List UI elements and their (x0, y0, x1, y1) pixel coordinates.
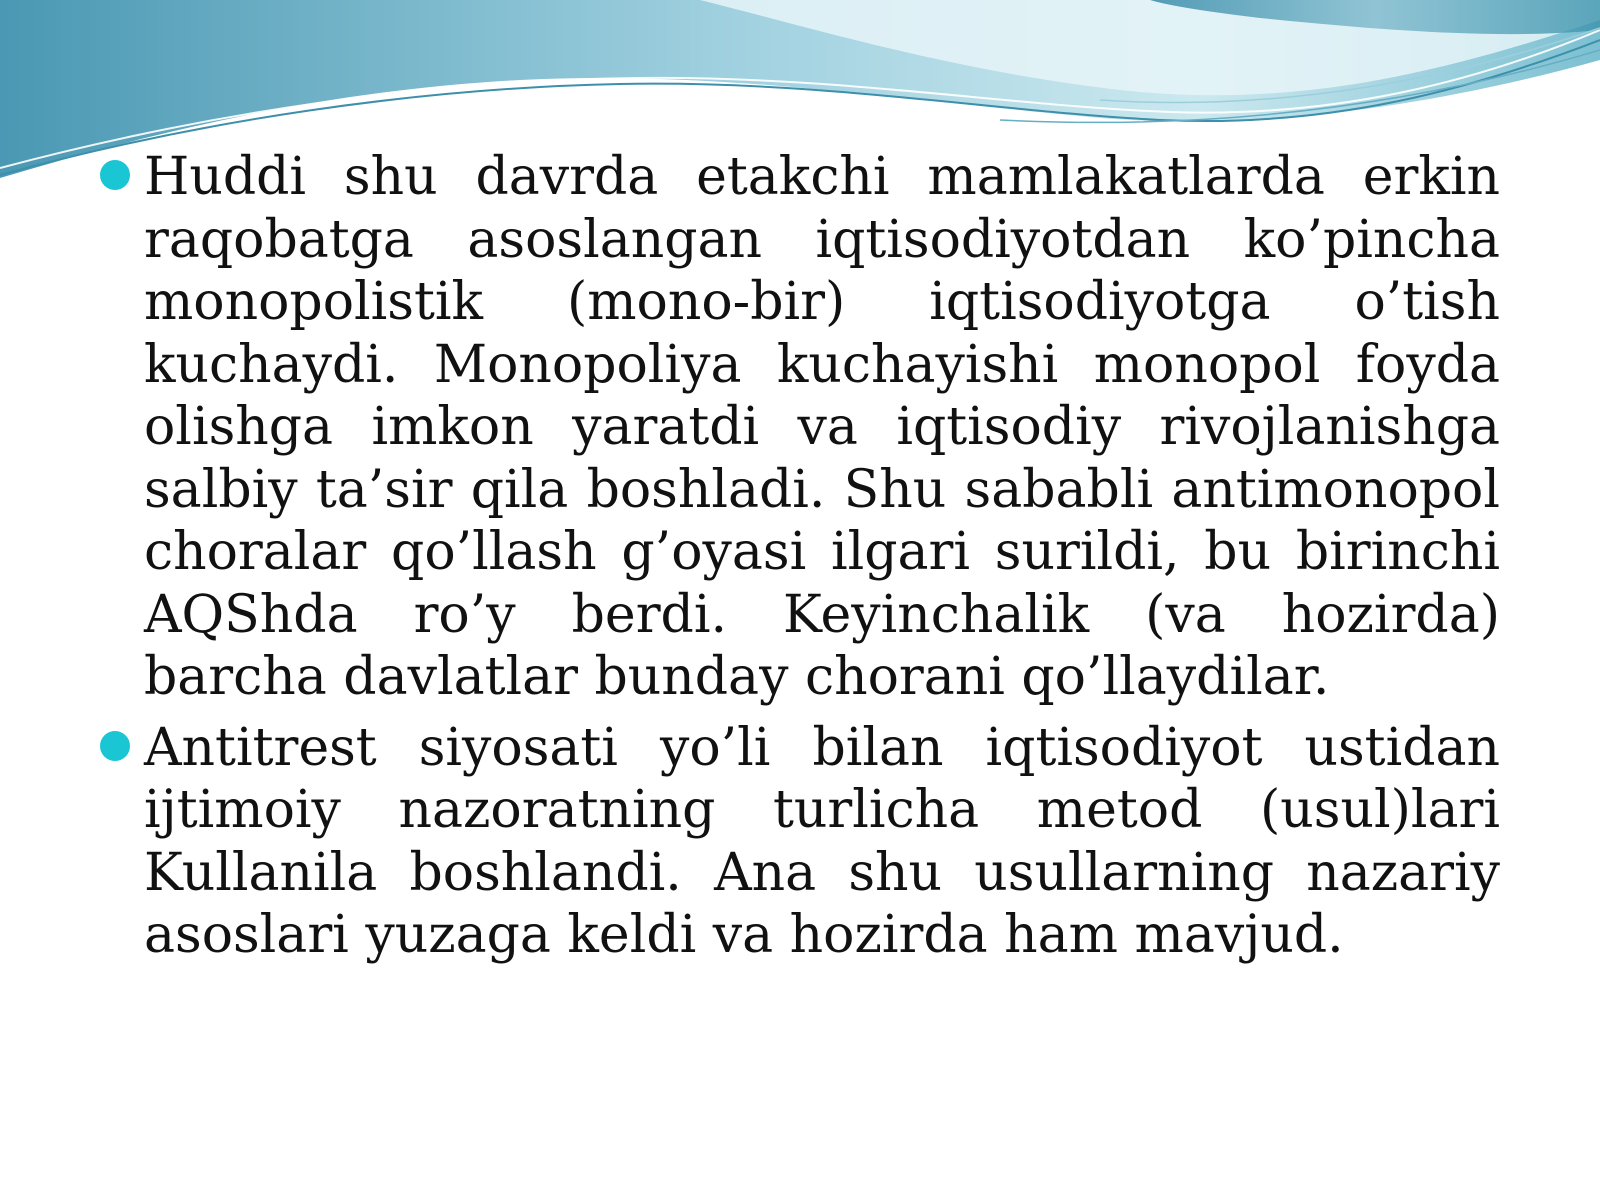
bullet-dot-icon (100, 731, 130, 761)
slide-content (96, 146, 1500, 967)
bullet-dot-icon (100, 160, 130, 190)
bullet-text-2: Antitrest siyosati yo’li bilan iqtisodiyot ustidan ijtimoiy nazoratning turlicha metod (usul)lari Kullanila boshlandi. Ana shu usullarning nazariy asoslari yuzaga keldi va hozirda ham mavjud. (144, 717, 1500, 965)
bullet-item-1 (96, 146, 1500, 709)
bullet-item-2 (96, 717, 1500, 967)
bullet-list (96, 146, 1500, 967)
bullet-text-1: Huddi shu davrda etakchi mamlakatlarda erkin raqobatga asoslangan iqtisodiyotdan ko’pincha monopolistik (mono-bir) iqtisodiyotga o’tish kuchaydi. Monopoliya kuchayishi monopol foyda olishga imkon yaratdi va iqtisodiy rivojlanishga salbiy ta’sir qila boshladi. Shu sababli antimonopol choralar qo’llash g’oyasi ilgari surildi, bu birinchi AQShda ro’y berdi. Keyinchalik (va hozirda) barcha davlatlar bunday choranі qo’llaydilar. (144, 147, 1500, 707)
